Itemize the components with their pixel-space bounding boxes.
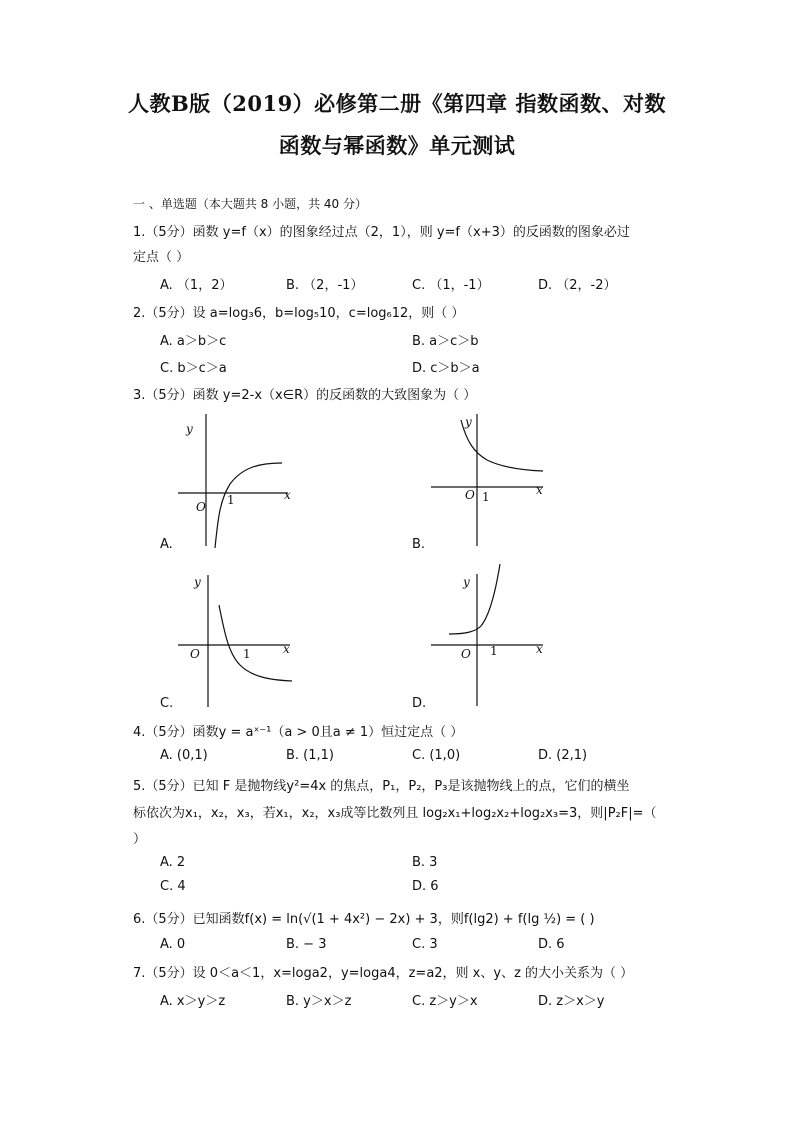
- question-1-text-cont: 定点（ ）: [133, 250, 190, 265]
- question-3-option-d: D.: [412, 696, 427, 711]
- question-1-option-d: D. （2，-2）: [538, 278, 617, 293]
- question-7-option-b: B. y＞x＞z: [286, 994, 352, 1009]
- question-1-option-c: C. （1，-1）: [412, 278, 490, 293]
- page-title-line1: 人教B版（2019）必修第二册《第四章 指数函数、对数: [127, 91, 666, 116]
- question-3-option-c: C.: [160, 696, 174, 711]
- graph-d-tick-1: 1: [490, 644, 498, 658]
- graph-d: [425, 560, 555, 714]
- question-2-option-a: A. a＞b＞c: [160, 334, 227, 349]
- question-5-option-d: D. 6: [412, 879, 439, 894]
- question-5-option-c: C. 4: [160, 879, 186, 894]
- graph-c-tick-1: 1: [243, 647, 251, 661]
- graph-b-origin: O: [465, 488, 475, 502]
- graph-c: [170, 565, 300, 714]
- question-4-text: 4.（5分）函数y = aˣ⁻¹（a > 0且a ≠ 1）恒过定点（ ）: [133, 725, 464, 740]
- section-heading: 一 、单选题（本大题共 8 小题，共 40 分）: [133, 197, 367, 211]
- question-6-option-b: B. − 3: [286, 937, 327, 952]
- graph-b-y-label: y: [465, 415, 472, 429]
- graph-c-origin: O: [190, 647, 200, 661]
- question-7-option-a: A. x＞y＞z: [160, 994, 226, 1009]
- graph-a-tick-1: 1: [227, 493, 235, 507]
- graph-b: [425, 408, 555, 557]
- question-1-option-a: A. （1，2）: [160, 278, 233, 293]
- question-7-option-c: C. z＞y＞x: [412, 994, 478, 1009]
- page-title-line2: 函数与幂函数》单元测试: [278, 133, 516, 158]
- question-4-option-d: D. (2,1): [538, 748, 588, 763]
- question-3-option-b: B.: [412, 537, 426, 552]
- question-7-text: 7.（5分）设 0＜a＜1，x=loga2，y=loga4，z=a2，则 x、y、z 的大小关系为（ ）: [133, 966, 634, 981]
- graph-d-y-label: y: [463, 575, 470, 589]
- graph-b-x-label: x: [536, 483, 543, 497]
- question-6-text: 6.（5分）已知函数f(x) = ln(√(1 + 4x²) − 2x) + 3，则f(lg2) + f(lg ½) = ( ): [133, 912, 595, 927]
- graph-b-tick-1: 1: [482, 490, 490, 504]
- graph-a-x-label: x: [284, 488, 291, 502]
- question-1-text: 1.（5分）函数 y=f（x）的图象经过点（2，1），则 y=f（x+3）的反函数的图象必过: [133, 225, 630, 240]
- graph-a-y-label: y: [186, 422, 193, 436]
- question-6-option-c: C. 3: [412, 937, 438, 952]
- question-3-text: 3.（5分）函数 y=2-x（x∈R）的反函数的大致图象为（ ）: [133, 388, 477, 403]
- question-4-option-c: C. (1,0): [412, 748, 461, 763]
- question-5-text-cont: 标依次为x₁，x₂，x₃，若x₁，x₂，x₃成等比数列且 log₂x₁+log₂x₂+log₂x₃=3，则|P₂F|=（: [133, 806, 657, 821]
- graph-a: [170, 408, 300, 557]
- question-4-option-b: B. (1,1): [286, 748, 335, 763]
- graph-d-x-label: x: [536, 642, 543, 656]
- question-4-option-a: A. (0,1): [160, 748, 208, 763]
- question-6-option-d: D. 6: [538, 937, 565, 952]
- question-1-option-b: B. （2，-1）: [286, 278, 364, 293]
- question-5-option-a: A. 2: [160, 855, 186, 870]
- graph-d-origin: O: [461, 647, 471, 661]
- graph-a-origin: O: [196, 500, 206, 514]
- question-2-option-b: B. a＞c＞b: [412, 334, 479, 349]
- question-6-option-a: A. 0: [160, 937, 186, 952]
- question-2-text: 2.（5分）设 a=log₃6，b=log₅10，c=log₆12，则（ ）: [133, 306, 465, 321]
- graph-c-x-label: x: [283, 642, 290, 656]
- question-7-option-d: D. z＞x＞y: [538, 994, 605, 1009]
- question-5-text: 5.（5分）已知 F 是抛物线y²=4x 的焦点，P₁，P₂，P₃是该抛物线上的点，它们的横坐: [133, 779, 630, 794]
- question-2-option-d: D. c＞b＞a: [412, 361, 480, 376]
- graph-c-y-label: y: [194, 575, 201, 589]
- question-3-option-a: A.: [160, 537, 173, 552]
- question-5-option-b: B. 3: [412, 855, 438, 870]
- question-2-option-c: C. b＞c＞a: [160, 361, 227, 376]
- question-5-text-end: ）: [133, 832, 147, 847]
